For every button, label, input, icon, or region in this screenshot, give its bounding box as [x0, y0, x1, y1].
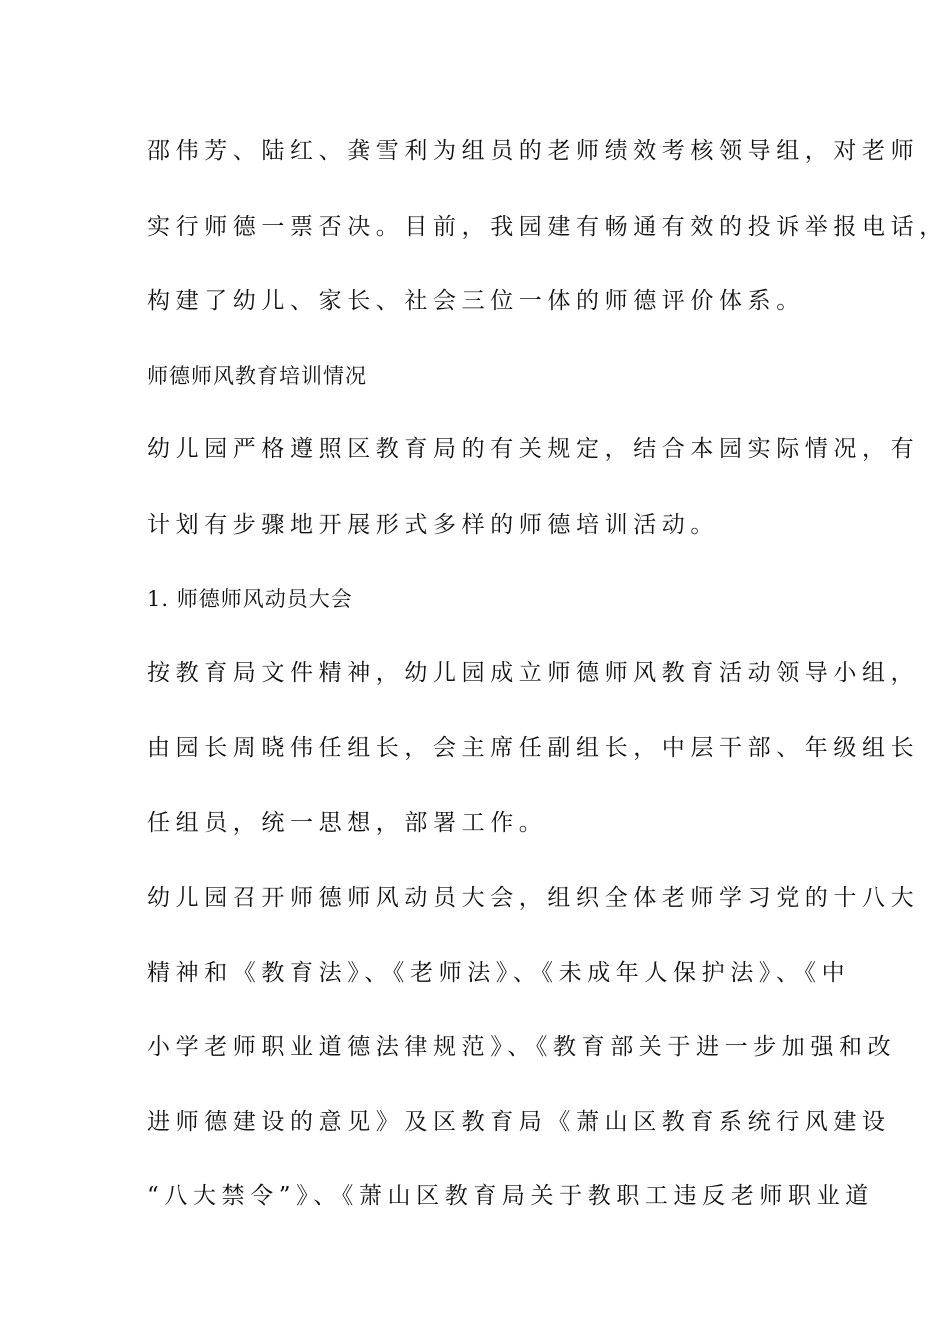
paragraph-line: 实行师德一票否决。目前，我园建有畅通有效的投诉举报电话， — [147, 214, 948, 240]
section-heading: 师德师风教育培训情况 — [147, 364, 367, 388]
paragraph-line: 进师德建设的意见》及区教育局《萧山区教育系统行风建设 — [147, 1109, 891, 1135]
paragraph-line: 小学老师职业道德法律规范》、《教育部关于进一步加强和改 — [147, 1034, 897, 1060]
paragraph-line: 任组员，统一思想，部署工作。 — [147, 810, 548, 836]
paragraph-line: 计划有步骤地开展形式多样的师德培训活动。 — [147, 512, 719, 538]
paragraph-line: 由园长周晓伟任组长，会主席任副组长，中层干部、年级组长 — [147, 735, 920, 761]
paragraph-line: “八大禁令”》、《萧山区教育局关于教职工违反老师职业道 — [147, 1183, 874, 1209]
paragraph-line: 幼儿园严格遵照区教育局的有关规定，结合本园实际情况，有 — [147, 436, 920, 462]
subsection-heading: 1. 师德师风动员大会 — [147, 587, 353, 611]
paragraph-line: 构建了幼儿、家长、社会三位一体的师德评价体系。 — [147, 288, 805, 314]
paragraph-line: 邵伟芳、陆红、龚雪利为组员的老师绩效考核领导组，对老师 — [147, 138, 920, 164]
paragraph-line: 精神和《教育法》、《老师法》、《未成年人保护法》、《中 — [147, 960, 851, 986]
paragraph-line: 幼儿园召开师德师风动员大会，组织全体老师学习党的十八大 — [147, 885, 920, 911]
paragraph-line: 按教育局文件精神，幼儿园成立师德师风教育活动领导小组， — [147, 660, 920, 686]
